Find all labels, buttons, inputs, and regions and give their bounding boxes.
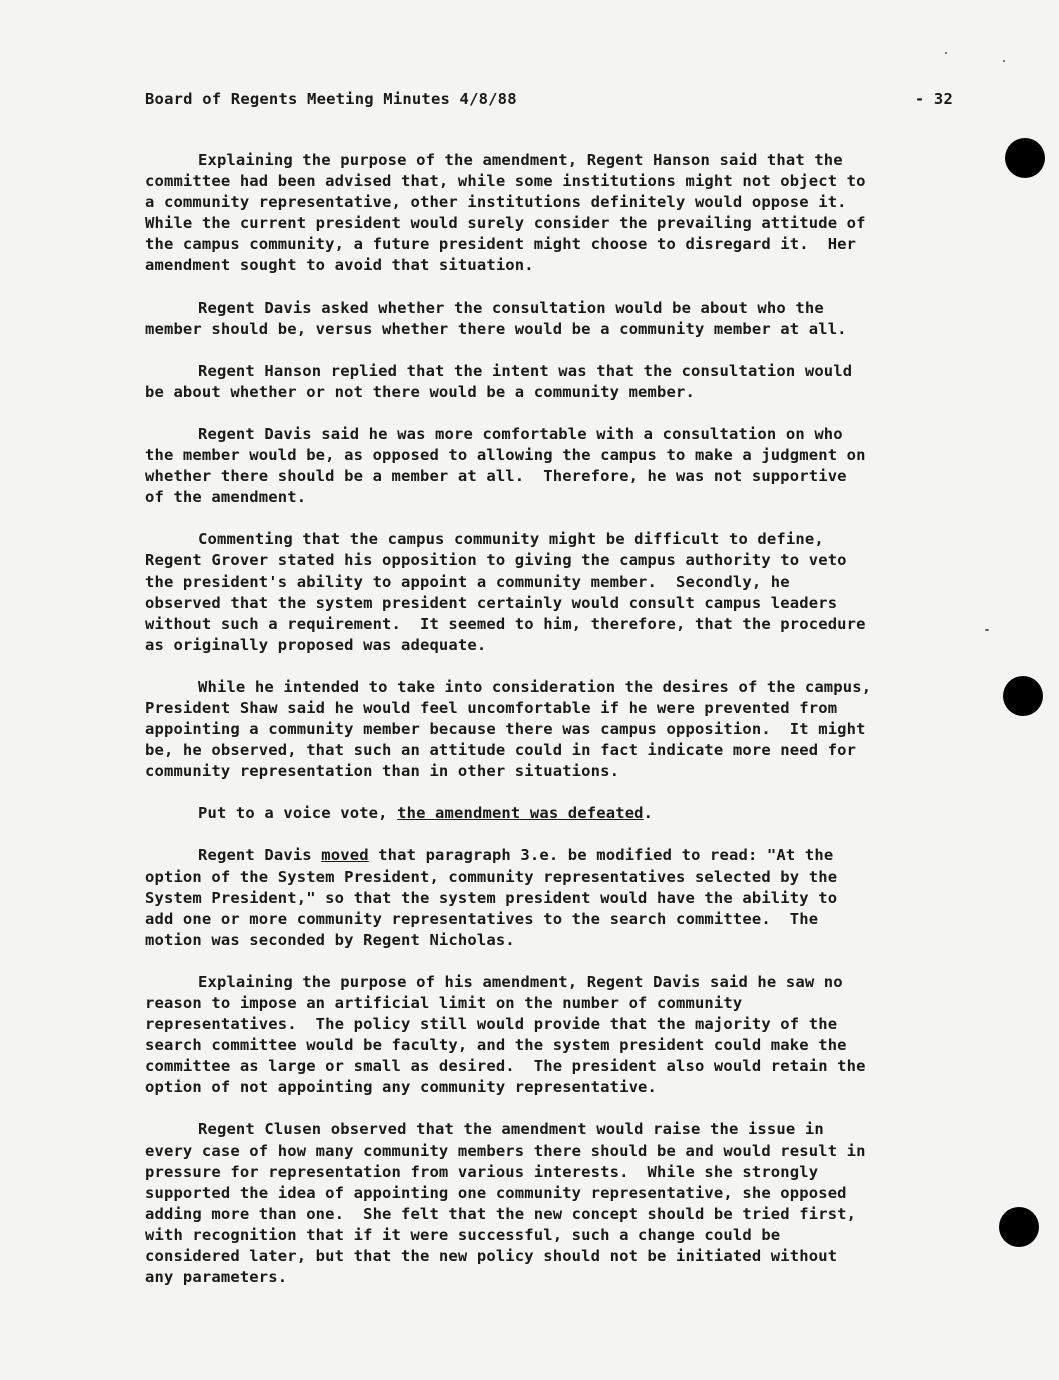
- text-line: adding more than one. She felt that the new concept should be tried first,: [145, 1204, 857, 1223]
- vote-result: the amendment was defeated: [397, 804, 644, 823]
- scan-speck-icon: [1003, 60, 1005, 62]
- text-line: amendment sought to avoid that situation.: [145, 256, 534, 275]
- text-line: [145, 845, 950, 866]
- motion-prefix: Regent Davis: [198, 846, 322, 865]
- vote-suffix: .: [643, 804, 654, 823]
- paragraph-davis-explanation: [145, 972, 950, 1099]
- text-line: community representation than in other situations.: [145, 762, 620, 781]
- text-line: Commenting that the campus community might be difficult to define,: [198, 530, 824, 549]
- scan-speck-icon: [945, 52, 947, 54]
- text-line: every case of how many community members there should be and would result in: [145, 1141, 866, 1160]
- text-line: considered later, but that the new policy should not be initiated without: [145, 1247, 838, 1266]
- text-line: Regent Hanson replied that the intent was that the consultation would: [198, 361, 853, 380]
- text-line: While the current president would surely consider the prevailing attitude of: [145, 214, 866, 233]
- binder-hole-icon: [1005, 138, 1045, 178]
- motion-suffix: that paragraph 3.e. be modified to read: "At the: [368, 846, 834, 865]
- text-line: with recognition that if it were successful, such a change could be: [145, 1225, 781, 1244]
- paragraph-hanson-amendment: [145, 150, 950, 277]
- text-line: a community representative, other institutions definitely would oppose it.: [145, 193, 847, 212]
- motion-keyword: moved: [321, 846, 369, 865]
- text-line: Explaining the purpose of the amendment, Regent Hanson said that the: [198, 151, 843, 169]
- text-line: Regent Grover stated his opposition to giving the campus authority to veto: [145, 551, 847, 570]
- page-number: - 32: [914, 90, 953, 108]
- text-line: appointing a community member because there was campus opposition. It might: [145, 720, 866, 739]
- text-line: President Shaw said he would feel uncomfortable if he were prevented from: [145, 698, 838, 717]
- text-line: whether there should be a member at all. Therefore, he was not supportive: [145, 467, 847, 486]
- paragraph-grover-opposition: [145, 529, 950, 656]
- text-line: option of not appointing any community representative.: [145, 1078, 658, 1097]
- document-title: Board of Regents Meeting Minutes 4/8/88: [145, 90, 517, 108]
- paragraph-davis-motion: [145, 845, 950, 950]
- text-line: as originally proposed was adequate.: [145, 635, 487, 654]
- text-line: [145, 803, 950, 824]
- text-line: committee as large or small as desired. The president also would retain the: [145, 1057, 866, 1076]
- text-line: representatives. The policy still would provide that the majority of the: [145, 1015, 838, 1034]
- text-line: of the amendment.: [145, 488, 307, 507]
- text-line: Explaining the purpose of his amendment, Regent Davis said he saw no: [198, 972, 843, 991]
- text-line: Regent Clusen observed that the amendment would raise the issue in: [198, 1120, 824, 1139]
- paragraph-davis-question: [145, 298, 950, 340]
- text-line: While he intended to take into consideration the desires of the campus,: [198, 677, 872, 696]
- binder-hole-icon: [1003, 676, 1043, 716]
- text-line: pressure for representation from various interests. While she strongly: [145, 1162, 819, 1181]
- text-line: Regent Davis asked whether the consultation would be about who the: [198, 298, 824, 317]
- text-line: observed that the system president certainly would consult campus leaders: [145, 593, 838, 612]
- text-line: the president's ability to appoint a community member. Secondly, he: [145, 572, 790, 591]
- paragraph-hanson-reply: [145, 361, 950, 403]
- text-line: search committee would be faculty, and the system president could make the: [145, 1036, 847, 1055]
- text-line: the member would be, as opposed to allowing the campus to make a judgment on: [145, 446, 866, 465]
- text-line: supported the idea of appointing one community representative, she opposed: [145, 1183, 847, 1202]
- text-line: be, he observed, that such an attitude could in fact indicate more need for: [145, 741, 857, 760]
- paragraph-shaw-comment: [145, 677, 950, 782]
- text-line: add one or more community representatives to the search committee. The: [145, 909, 819, 928]
- text-line: any parameters.: [145, 1268, 288, 1287]
- text-line: reason to impose an artificial limit on the number of community: [145, 994, 743, 1012]
- paragraph-davis-comfort: [145, 424, 950, 508]
- text-line: be about whether or not there would be a community member.: [145, 382, 695, 401]
- text-line: System President," so that the system president would have the ability to: [145, 888, 838, 907]
- text-line: motion was seconded by Regent Nicholas.: [145, 930, 515, 949]
- text-line: the campus community, a future president might choose to disregard it. Her: [145, 235, 857, 254]
- scan-speck-icon: [985, 629, 989, 631]
- text-line: member should be, versus whether there would be a community member at all.: [145, 319, 847, 338]
- text-line: option of the System President, community representatives selected by the: [145, 867, 838, 886]
- minutes-body: [145, 150, 950, 1309]
- text-line: without such a requirement. It seemed to him, therefore, that the procedure: [145, 614, 866, 633]
- paragraph-voice-vote: [145, 803, 950, 824]
- binder-hole-icon: [999, 1207, 1039, 1247]
- paragraph-clusen-observation: [145, 1119, 950, 1288]
- text-line: committee had been advised that, while some institutions might not object to: [145, 172, 866, 191]
- vote-prefix: Put to a voice vote,: [198, 804, 398, 823]
- text-line: Regent Davis said he was more comfortable with a consultation on who: [198, 424, 843, 443]
